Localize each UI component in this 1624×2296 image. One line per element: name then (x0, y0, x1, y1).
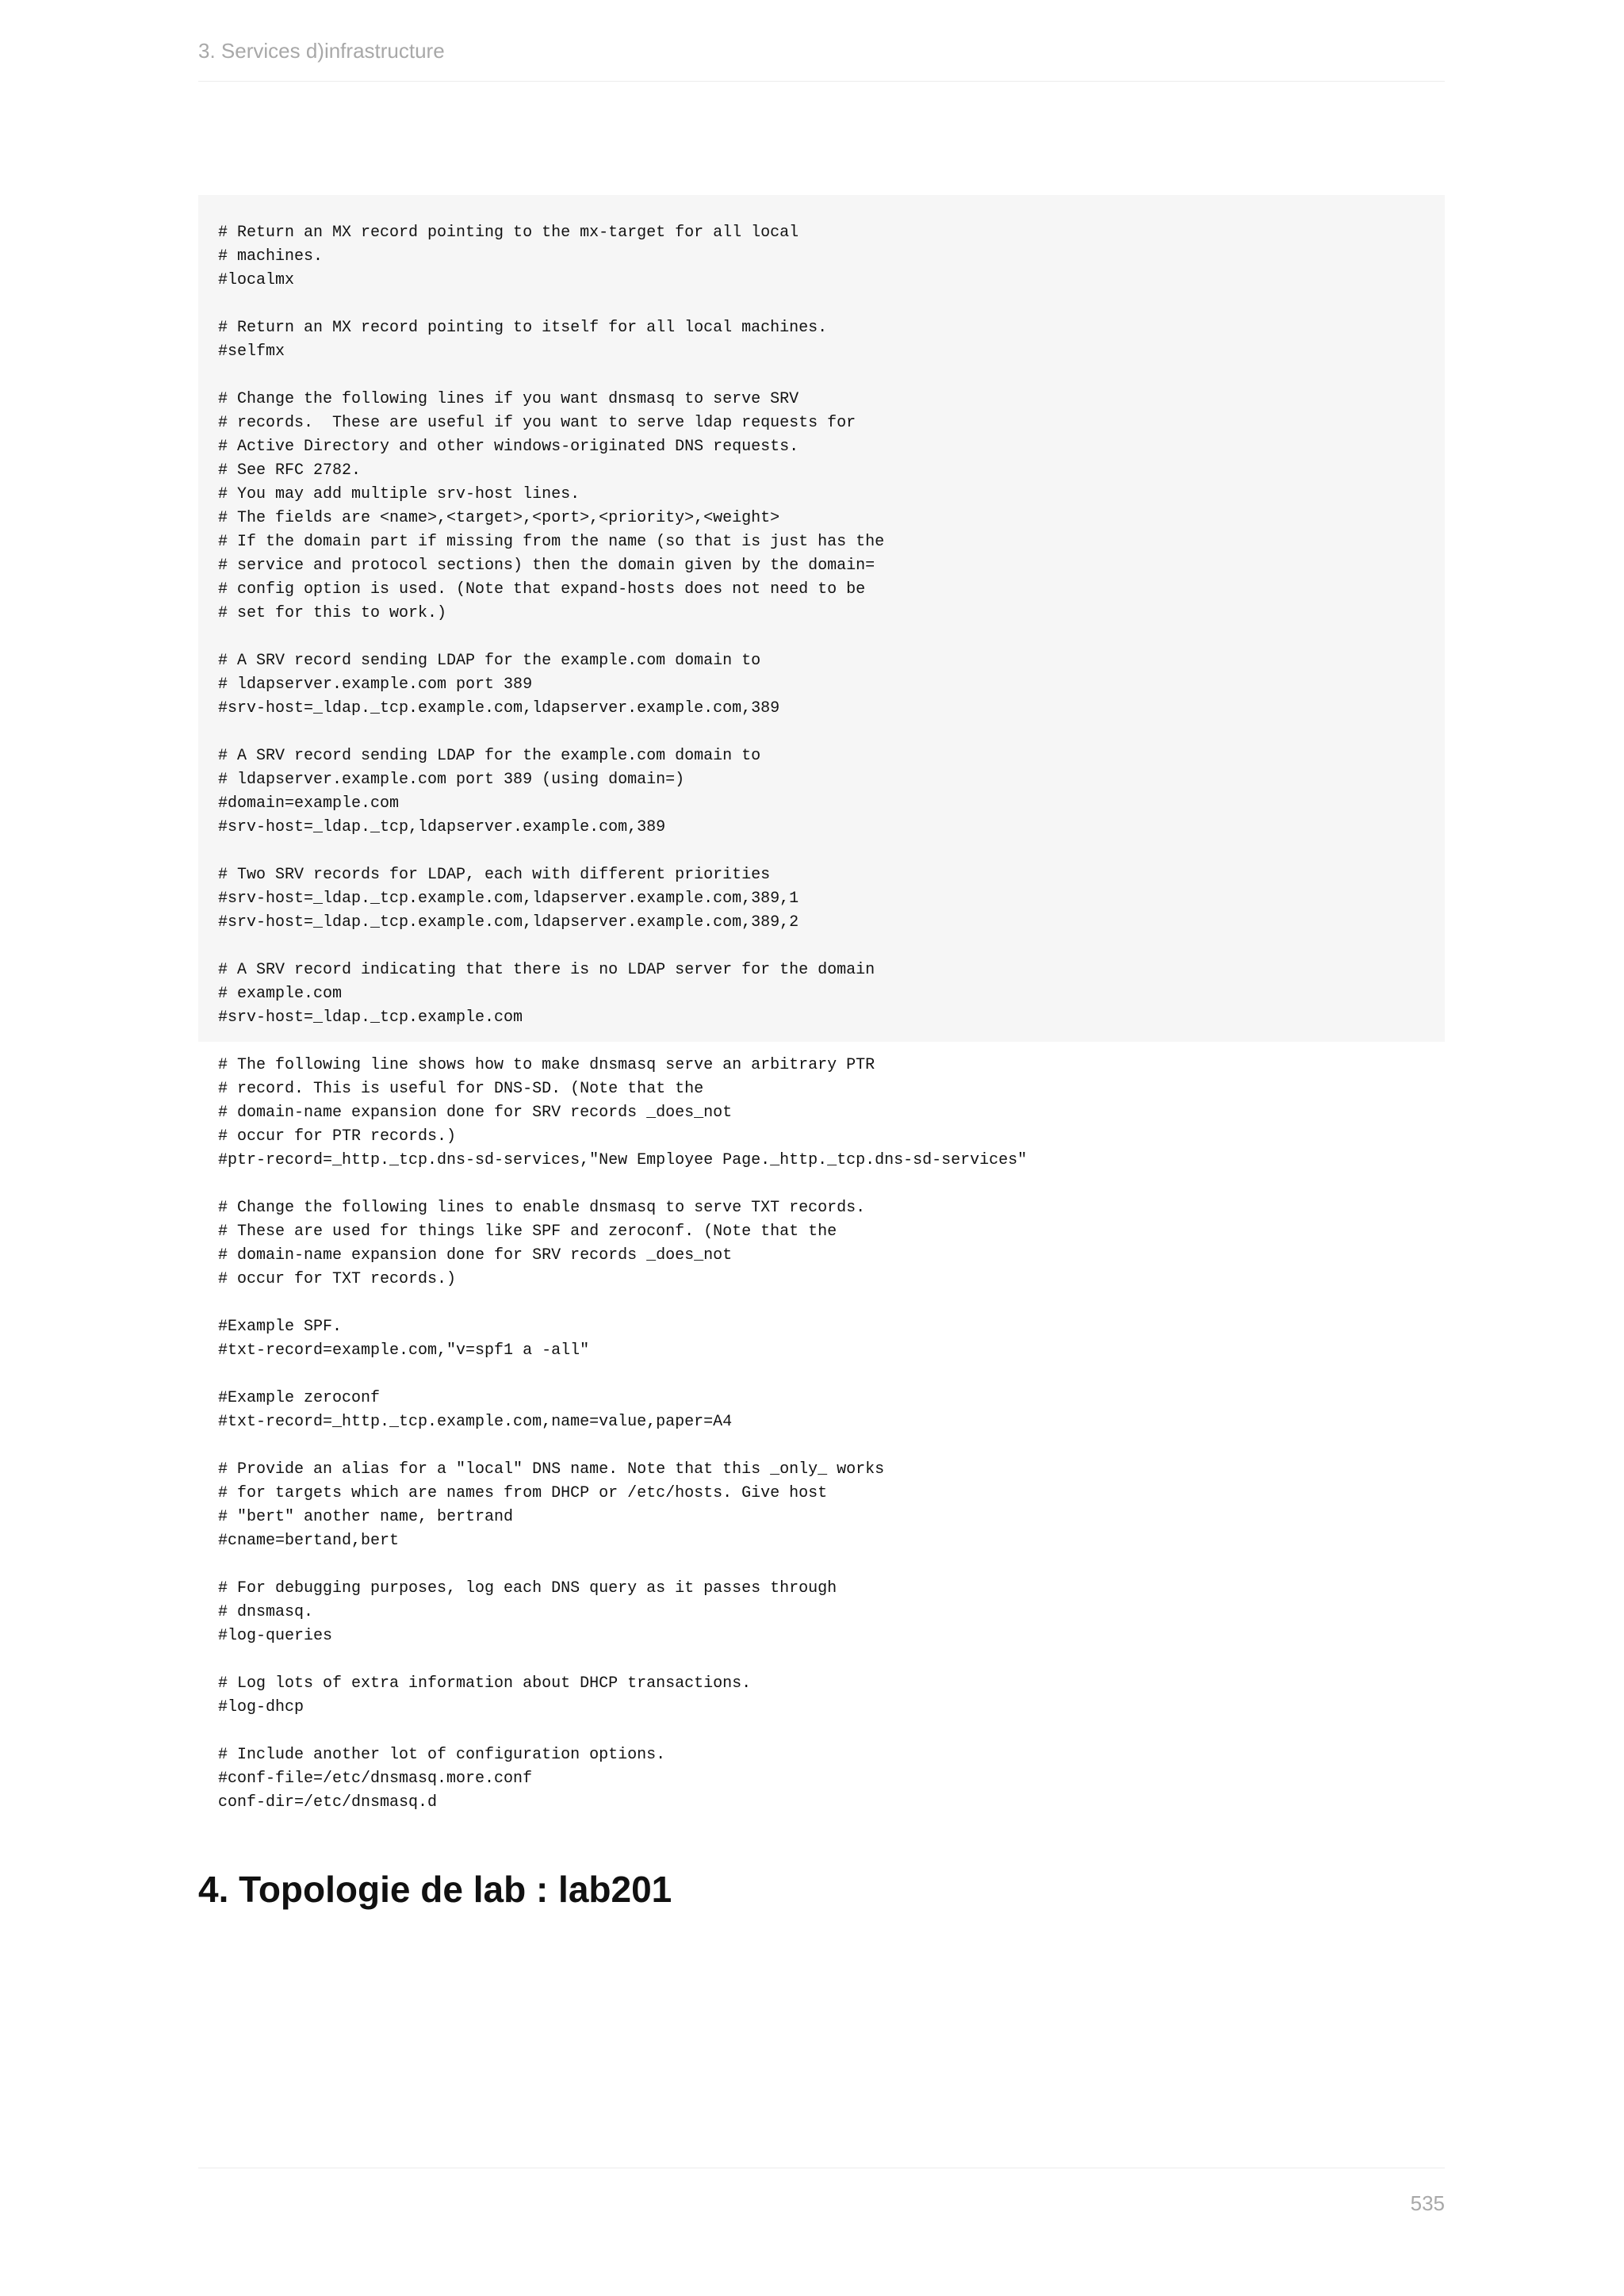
code-line: # You may add multiple srv-host lines. (218, 485, 580, 503)
code-line: # for targets which are names from DHCP or /etc/hosts. Give host (218, 1484, 828, 1502)
code-line (218, 1292, 1425, 1315)
code-line (218, 1434, 1425, 1458)
code-line: # Change the following lines if you want dnsmasq to serve SRV (218, 390, 799, 408)
code-line: # occur for PTR records.) (218, 1127, 457, 1146)
code-line: # record. This is useful for DNS-SD. (Note that the (218, 1080, 704, 1098)
code-line (218, 1648, 1425, 1672)
code-line: # ldapserver.example.com port 389 (using domain=) (218, 771, 685, 789)
code-line: #srv-host=_ldap._tcp.example.com (218, 1008, 523, 1027)
page-number: 535 (1410, 2191, 1445, 2215)
code-line: # ldapserver.example.com port 389 (218, 675, 533, 694)
code-line: #txt-record=example.com,"v=spf1 a -all" (218, 1341, 590, 1360)
code-line (218, 721, 1425, 744)
code-line: # dnsmasq. (218, 1603, 314, 1621)
page-header (198, 35, 1445, 82)
code-line: #localmx (218, 271, 295, 289)
code-line: #conf-file=/etc/dnsmasq.more.conf (218, 1770, 533, 1788)
code-line: #ptr-record=_http._tcp.dns-sd-services,"New Employee Page._http._tcp.dns-sd-services" (218, 1151, 1028, 1169)
code-line (218, 1720, 1425, 1743)
code-line: #selfmx (218, 342, 285, 361)
code-line: # machines. (218, 247, 324, 266)
code-line: #domain=example.com (218, 794, 400, 813)
code-line: # A SRV record indicating that there is no LDAP server for the domain (218, 961, 875, 979)
code-line: # Return an MX record pointing to itself for all local machines. (218, 319, 828, 337)
code-line (218, 1173, 1425, 1196)
code-line (218, 1030, 1425, 1054)
code-block (198, 195, 1445, 1812)
code-line (218, 364, 1425, 388)
running-header-title: 3. Services d)infrastructure (198, 39, 445, 63)
code-line: #srv-host=_ldap._tcp.example.com,ldapserver.example.com,389,2 (218, 913, 799, 932)
code-line: # A SRV record sending LDAP for the example.com domain to (218, 747, 761, 765)
code-line (218, 935, 1425, 959)
code-line: #cname=bertand,bert (218, 1532, 400, 1550)
code-line: #Example SPF. (218, 1318, 343, 1336)
code-line: # Provide an alias for a "local" DNS name. Note that this _only_ works (218, 1460, 885, 1479)
code-line: #srv-host=_ldap._tcp,ldapserver.example.com,389 (218, 818, 666, 836)
code-line: # A SRV record sending LDAP for the example.com domain to (218, 652, 761, 670)
code-line (218, 626, 1425, 649)
code-line: #log-dhcp (218, 1698, 304, 1716)
code-line: #log-queries (218, 1627, 333, 1645)
code-line: # domain-name expansion done for SRV records _does_not (218, 1104, 733, 1122)
code-line (218, 840, 1425, 863)
code-line: #srv-host=_ldap._tcp.example.com,ldapserver.example.com,389,1 (218, 890, 799, 908)
code-line: # These are used for things like SPF and zeroconf. (Note that the (218, 1223, 837, 1241)
code-line: # Log lots of extra information about DHCP transactions. (218, 1674, 752, 1693)
code-line: # example.com (218, 985, 343, 1003)
code-line (218, 1553, 1425, 1577)
code-line (218, 1363, 1425, 1387)
code-line (218, 293, 1425, 316)
code-line: # If the domain part if missing from the name (so that is just has the (218, 533, 885, 551)
code-line: # For debugging purposes, log each DNS query as it passes through (218, 1579, 837, 1598)
code-line: # See RFC 2782. (218, 461, 362, 480)
code-line: # Two SRV records for LDAP, each with different priorities (218, 866, 771, 884)
code-line: # Active Directory and other windows-originated DNS requests. (218, 438, 799, 456)
code-line: # Return an MX record pointing to the mx-target for all local (218, 224, 799, 242)
code-line: # domain-name expansion done for SRV records _does_not (218, 1246, 733, 1265)
code-line: #srv-host=_ldap._tcp.example.com,ldapserver.example.com,389 (218, 699, 780, 718)
code-line: #txt-record=_http._tcp.example.com,name=value,paper=A4 (218, 1413, 733, 1431)
code-line: #Example zeroconf (218, 1389, 381, 1407)
code-line: # service and protocol sections) then the domain given by the domain= (218, 557, 875, 575)
code-line: # set for this to work.) (218, 604, 447, 622)
code-line: # The following line shows how to make dnsmasq serve an arbitrary PTR (218, 1056, 875, 1074)
code-line: # records. These are useful if you want to serve ldap requests for (218, 414, 856, 432)
code-line: # "bert" another name, bertrand (218, 1508, 514, 1526)
code-line: # The fields are <name>,<target>,<port>,<priority>,<weight> (218, 509, 780, 527)
code-line: # config option is used. (Note that expand-hosts does not need to be (218, 580, 866, 599)
code-line: # Change the following lines to enable dnsmasq to serve TXT records. (218, 1199, 866, 1217)
code-line: conf-dir=/etc/dnsmasq.d (218, 1793, 438, 1812)
code-line: # Include another lot of configuration options. (218, 1746, 666, 1764)
code-line: # occur for TXT records.) (218, 1270, 457, 1288)
section-heading: 4. Topologie de lab : lab201 (198, 1869, 672, 1910)
